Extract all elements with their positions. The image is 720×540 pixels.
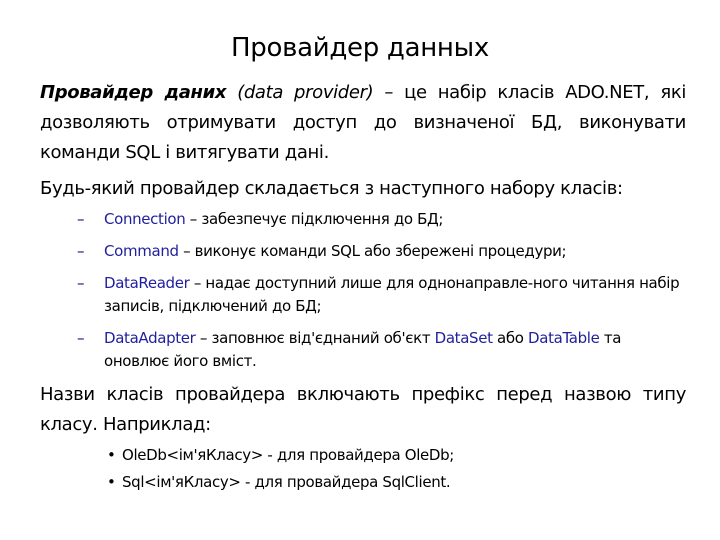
dash-bullet: –	[77, 242, 85, 260]
definition-text: – це набір класів ADO.NET, які дозволяють отримувати доступ до визначеної БД, виконувати команди SQL і витягувати дані.	[40, 82, 686, 163]
class-description: – забезпечує підключення до БД;	[185, 210, 444, 228]
list-item	[40, 240, 686, 263]
class-name-datareader: DataReader	[104, 274, 190, 292]
class-name-connection: Connection	[104, 210, 186, 228]
list-item	[40, 444, 686, 467]
list-item	[40, 327, 686, 373]
classes-intro-paragraph: Будь-який провайдер складається з наступного набору класів:	[40, 178, 623, 199]
class-description: – виконує команди SQL або збережені процедури;	[178, 242, 567, 260]
dash-bullet: –	[77, 274, 85, 292]
list-item	[40, 208, 686, 231]
definition-paragraph	[40, 78, 686, 168]
prefix-examples-list	[40, 444, 686, 494]
definition-term: Провайдер даних	[40, 82, 227, 103]
class-name-dataadapter: DataAdapter	[104, 329, 196, 347]
class-description-joiner: або	[492, 329, 529, 347]
class-description-end: та оновлює його вміст.	[104, 329, 622, 370]
provider-classes-list	[40, 208, 686, 373]
class-ref-dataset: DataSet	[434, 329, 493, 347]
slide-content	[40, 78, 686, 498]
slide-title: Провайдер данных	[231, 33, 489, 63]
dash-bullet: –	[77, 329, 85, 347]
dot-bullet: •	[107, 473, 116, 491]
example-sql: Sql<ім'яКласу> - для провайдера SqlClient.	[122, 473, 451, 491]
list-item	[40, 471, 686, 494]
class-description: – заповнює від'єднаний об'єкт	[195, 329, 435, 347]
list-item	[40, 272, 686, 318]
class-description: – надає доступний лише для однонаправле-ного читання набір записів, підключений до БД;	[104, 274, 680, 315]
dash-bullet: –	[77, 210, 85, 228]
class-name-command: Command	[104, 242, 179, 260]
prefix-paragraph: Назви класів провайдера включають префікс перед назвою типу класу. Наприклад:	[40, 384, 686, 435]
class-ref-datatable: DataTable	[528, 329, 600, 347]
definition-term-english: (data provider)	[237, 82, 374, 103]
dot-bullet: •	[107, 446, 116, 464]
example-oledb: OleDb<ім'яКласу> - для провайдера OleDb;	[122, 446, 454, 464]
